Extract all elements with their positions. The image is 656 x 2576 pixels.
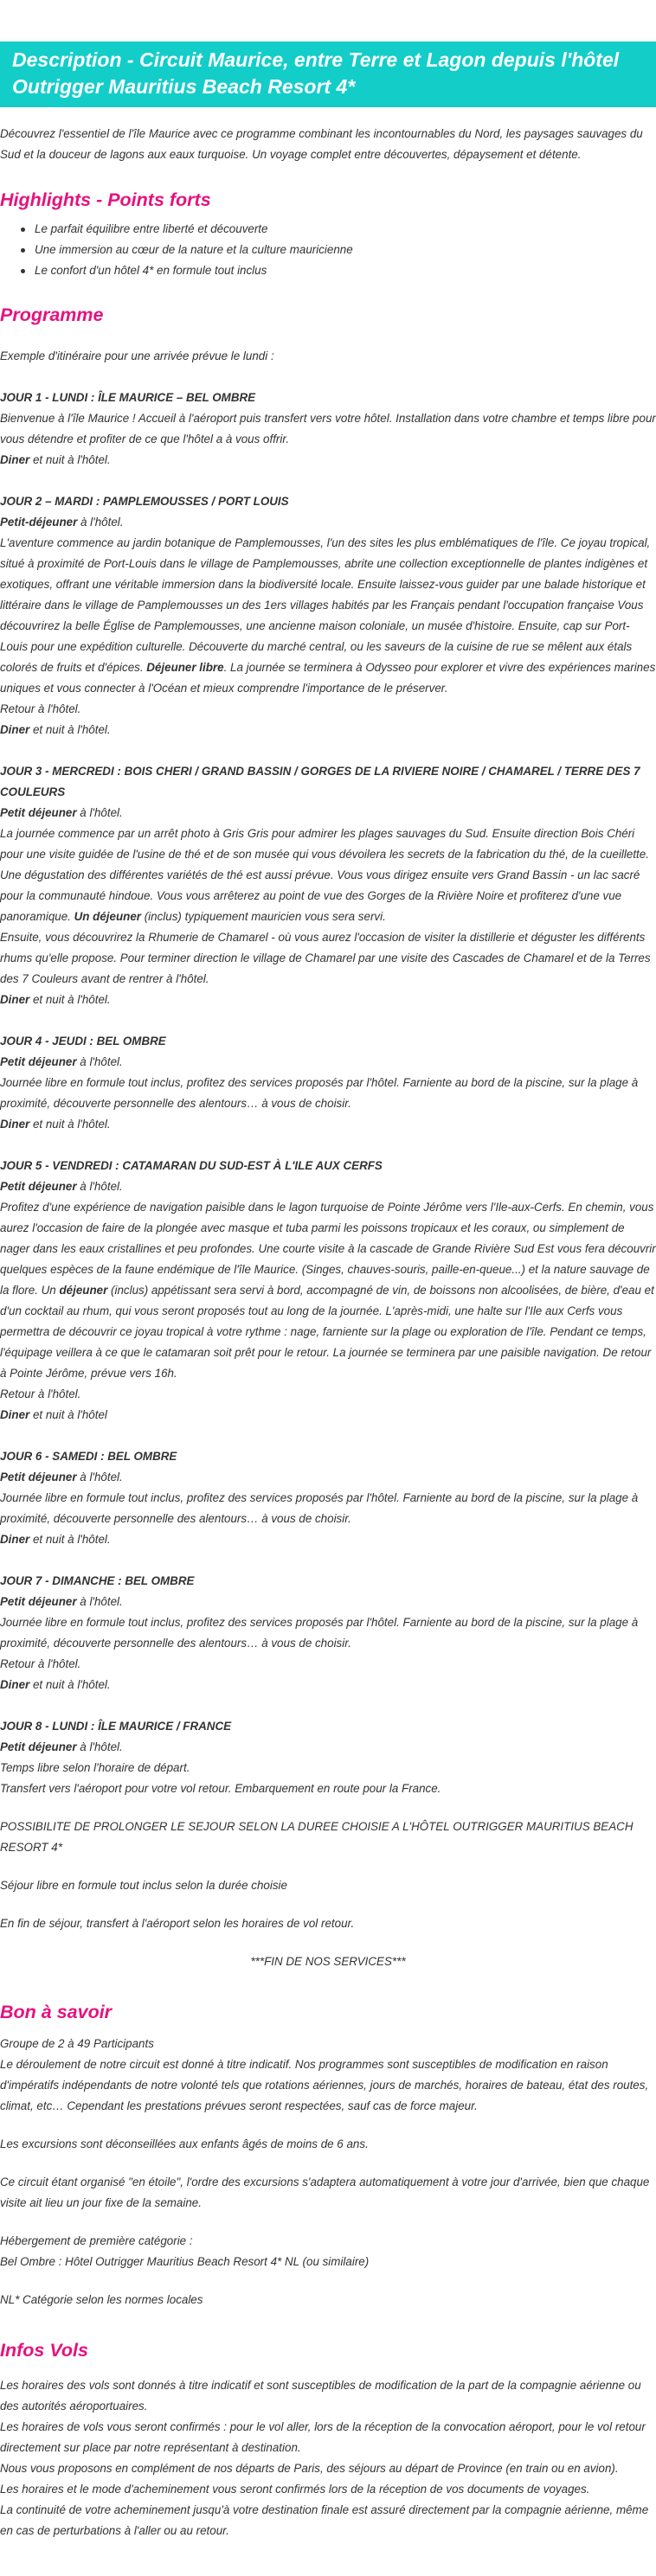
day-dinner: Diner et nuit à l'hôtel. (0, 993, 111, 1006)
highlights-list (0, 219, 656, 281)
day-dinner: Diner et nuit à l'hôtel. (0, 453, 111, 466)
day-dinner: Diner et nuit à l'hôtel. (0, 1678, 111, 1691)
day-description: Journée libre en formule tout inclus, profitez des services proposés par l'hôtel. Farniente au bord de la piscine, sur la plage à proximité, découverte personnelle des alentours… à vous de choisir. (0, 1076, 639, 1110)
day-dinner: Diner et nuit à l'hôtel. (0, 1533, 111, 1546)
day-return: Retour à l'hôtel. (0, 1387, 81, 1400)
day-description: Bienvenue à l'île Maurice ! Accueil à l'aéroport puis transfert vers votre hôtel. Installation dans votre chambre et temps libre pour vous détendre et profiter de ce que l'hôtel a à vous offrir. (0, 412, 656, 445)
day-title: JOUR 5 - VENDREDI : CATAMARAN DU SUD-EST À L'ILE AUX CERFS (0, 1159, 383, 1172)
day-2 (0, 491, 656, 740)
participants-note: Groupe de 2 à 49 Participants (0, 2037, 154, 2050)
bon-a-savoir-heading: Bon à savoir (0, 2002, 113, 2022)
day-7 (0, 1571, 656, 1695)
flight-paragraph: Les horaires et le mode d'acheminement vous seront confirmés lors de la réception de vos documents de voyages. (0, 2483, 590, 2496)
main-content (0, 124, 656, 2576)
day-dinner: Diner et nuit à l'hôtel. (0, 1118, 111, 1131)
day-breakfast: Petit-déjeuner à l'hôtel. (0, 516, 124, 529)
day-return: Retour à l'hôtel. (0, 702, 81, 715)
day-title: JOUR 1 - LUNDI : ÎLE MAURICE – BEL OMBRE (0, 391, 256, 404)
highlight-item: Une immersion au cœur de la nature et la culture mauricienne (35, 240, 656, 260)
category-note: NL* Catégorie selon les normes locales (0, 2293, 203, 2306)
flight-paragraph: Les horaires des vols sont donnés à titre indicatif et sont susceptibles de modification de la part de la compagnie aérienne ou des autorités aéroportuaires. (0, 2379, 641, 2413)
children-note: Les excursions sont déconseillées aux enfants âgés de moins de 6 ans. (0, 2137, 369, 2150)
day-6 (0, 1446, 656, 1550)
highlights-heading: Highlights - Points forts (0, 189, 211, 210)
day-description: La journée commence par un arrêt photo à Gris Gris pour admirer les plages sauvages du Sud. Ensuite direction Bois Chéri pour une visite guidée de l'usine de thé et de son musée qui vous dévoilera les secrets de la fabrication du thé, de la cueillette. Une dégustation des différentes variétés de thé est aussi prévue. Vous vous dirigez ensuite vers Grand Bassin - un lac sacré pour la communauté hindoue. Vous vous arrêterez au point de vue des Gorges de la Rivière Noire et profiterez d'une vue panoramique. Un déjeuner (inclus) typiquement mauricien vous sera servi. (0, 827, 649, 923)
extension-note: POSSIBILITE DE PROLONGER LE SEJOUR SELON LA DUREE CHOISIE A L'HÔTEL OUTRIGGER MAURITIUS BEACH RESORT 4* (0, 1820, 633, 1854)
day-return: Retour à l'hôtel. (0, 1657, 81, 1670)
intro-paragraph: Découvrez l'essentiel de l'île Maurice avec ce programme combinant les incontournables du Nord, les paysages sauvages du Sud et la douceur de lagons aux eaux turquoise. Un voyage complet entre découvertes, dépaysement et détente. (0, 127, 643, 161)
day-3 (0, 761, 656, 1010)
day-title: JOUR 2 – MARDI : PAMPLEMOUSSES / PORT LOUIS (0, 495, 289, 508)
day-title: JOUR 4 - JEUDI : BEL OMBRE (0, 1035, 166, 1048)
star-circuit-note: Ce circuit étant organisé "en étoile", l'ordre des excursions s'adaptera automatiquement à votre jour d'arrivée, bien que chaque visite ait lieu un jour fixe de la semaine. (0, 2176, 650, 2209)
programme-heading: Programme (0, 304, 104, 325)
highlight-item: Le parfait équilibre entre liberté et découverte (35, 219, 656, 240)
lodging-hotel: Bel Ombre : Hôtel Outrigger Mauritius Beach Resort 4* NL (ou similaire) (0, 2255, 370, 2268)
flight-paragraph: Nous vous proposons en complément de nos départs de Paris, des séjours au départ de Province (en train ou en avion). (0, 2462, 619, 2475)
programme-intro: Exemple d'itinéraire pour une arrivée prévue le lundi : (0, 349, 274, 362)
day-4 (0, 1031, 656, 1135)
free-stay-note: Séjour libre en formule tout inclus selon la durée choisie (0, 1879, 287, 1892)
day-description: L'aventure commence au jardin botanique de Pamplemousses, l'un des sites les plus emblématiques de l'île. Ce joyau tropical, situé à proximité de Port-Louis dans le village de Pamplemousses, abrite une collection exceptionnelle de plantes indigènes et exotiques, offrant une véritable immersion dans la biodiversité locale. Ensuite laissez-vous guider par une balade historique et littéraire dans le village de Pamplemousses un des 1ers villages habités par les Français pendant l'occupation française Vous découvrirez la belle Église de Pamplemousses, une ancienne maison coloniale, un musée d'histoire. Ensuite, cap sur Port-Louis pour une expédition culturelle. Découverte du marché central, ou les saveurs de la cuisine de rue se mêlent aux étals colorés de fruits et d'épices. Déjeuner libre. La journée se terminera à Odysseo pour explorer et vivre des expériences marines uniques et vous connecter à l'Océan et mieux comprendre l'importance de le préserver. (0, 536, 656, 695)
day-description: Journée libre en formule tout inclus, profitez des services proposés par l'hôtel. Farniente au bord de la piscine, sur la plage à proximité, découverte personnelle des alentours… à vous de choisir. (0, 1491, 639, 1525)
disclaimer-paragraph: Le déroulement de notre circuit est donné à titre indicatif. Nos programmes sont susceptibles de modification en raison d'impératifs indépendants de notre volonté tels que rotations aériennes, jours de marchés, horaires de bateau, état des routes, climat, etc… Cependant les prestations prévues seront respectées, sauf cas de force majeur. (0, 2058, 649, 2112)
flight-paragraph: La continuité de votre acheminement jusqu'à votre destination finale est assuré directement par la compagnie aérienne, même en cas de perturbations à l'aller ou au retour. (0, 2503, 649, 2537)
day-description: Temps libre selon l'horaire de départ. (0, 1761, 190, 1774)
day-breakfast: Petit déjeuner à l'hôtel. (0, 1595, 123, 1608)
day-breakfast: Petit déjeuner à l'hôtel. (0, 1471, 123, 1483)
page-title: Description - Circuit Maurice, entre Terre et Lagon depuis l'hôtel Outrigger Mauritius Beach Resort 4* (12, 48, 620, 98)
day-title: JOUR 3 - MERCREDI : BOIS CHERI / GRAND BASSIN / GORGES DE LA RIVIERE NOIRE / CHAMAREL / TERRE DES 7 COULEURS (0, 765, 640, 798)
lodging-title: Hébergement de première catégorie : (0, 2234, 193, 2247)
day-8 (0, 1716, 656, 1799)
day-breakfast: Petit déjeuner à l'hôtel. (0, 1055, 123, 1068)
page-title-banner (0, 42, 656, 107)
infos-vols-heading: Infos Vols (0, 2340, 88, 2361)
day-breakfast: Petit déjeuner à l'hôtel. (0, 1740, 123, 1753)
day-title: JOUR 6 - SAMEDI : BEL OMBRE (0, 1450, 177, 1463)
end-of-services: ***FIN DE NOS SERVICES*** (250, 1955, 406, 1968)
day-5 (0, 1156, 656, 1426)
day-title: JOUR 7 - DIMANCHE : BEL OMBRE (0, 1574, 195, 1587)
day-title: JOUR 8 - LUNDI : ÎLE MAURICE / FRANCE (0, 1720, 232, 1733)
day-1 (0, 388, 656, 471)
end-transfer-note: En fin de séjour, transfert à l'aéroport selon les horaires de vol retour. (0, 1917, 355, 1930)
day-description: Ensuite, vous découvrirez la Rhumerie de Chamarel - où vous aurez l'occasion de visiter la distillerie et déguster les différents rhums qu'elle propose. Pour terminer direction le village de Chamarel par une visite des Cascades de Chamarel et de la Terres des 7 Couleurs avant de rentrer à l'hôtel. (0, 931, 651, 985)
highlight-item: Le confort d'un hôtel 4* en formule tout inclus (35, 260, 656, 281)
day-breakfast: Petit déjeuner à l'hôtel. (0, 806, 123, 819)
day-description: Transfert vers l'aéroport pour votre vol retour. Embarquement en route pour la France. (0, 1782, 441, 1795)
day-description: Profitez d'une expérience de navigation paisible dans le lagon turquoise de Pointe Jérôme vers l'Ile-aux-Cerfs. En chemin, vous aurez l'occasion de faire de la plongée avec masque et tuba parmi les poissons tropicaux et les coraux, ou simplement de nager dans les eaux cristallines et peu profondes. Une courte visite à la cascade de Grande Rivière Sud Est vous fera découvrir quelques espèces de la faune endémique de l'île Maurice. (Singes, chauves-souris, paille-en-queue...) et la nature sauvage de la flore. Un déjeuner (inclus) appétissant sera servi à bord, accompagné de vin, de boissons non alcoolisées, de bière, d'eau et d'un cocktail au rhum, qui vous seront proposés tout au long de la journée. L'après-midi, une halte sur l'Ile aux Cerfs vous permettra de découvrir ce joyau tropical à votre rythme : nage, farniente sur la plage ou exploration de l'île. Pendant ce temps, l'équipage veillera à ce que le catamaran soit prêt pour le retour. La journée se terminera par une paisible navigation. De retour à Pointe Jérôme, prévue vers 16h. (0, 1201, 656, 1380)
day-dinner: Diner et nuit à l'hôtel (0, 1408, 107, 1421)
day-description: Journée libre en formule tout inclus, profitez des services proposés par l'hôtel. Farniente au bord de la piscine, sur la plage à proximité, découverte personnelle des alentours… à vous de choisir. (0, 1616, 639, 1650)
flight-paragraph: Les horaires de vols vous seront confirmés : pour le vol aller, lors de la réception de la convocation aéroport, pour le vol retour directement sur place par notre représentant à destination. (0, 2420, 646, 2454)
day-dinner: Diner et nuit à l'hôtel. (0, 723, 111, 736)
day-breakfast: Petit déjeuner à l'hôtel. (0, 1180, 123, 1193)
